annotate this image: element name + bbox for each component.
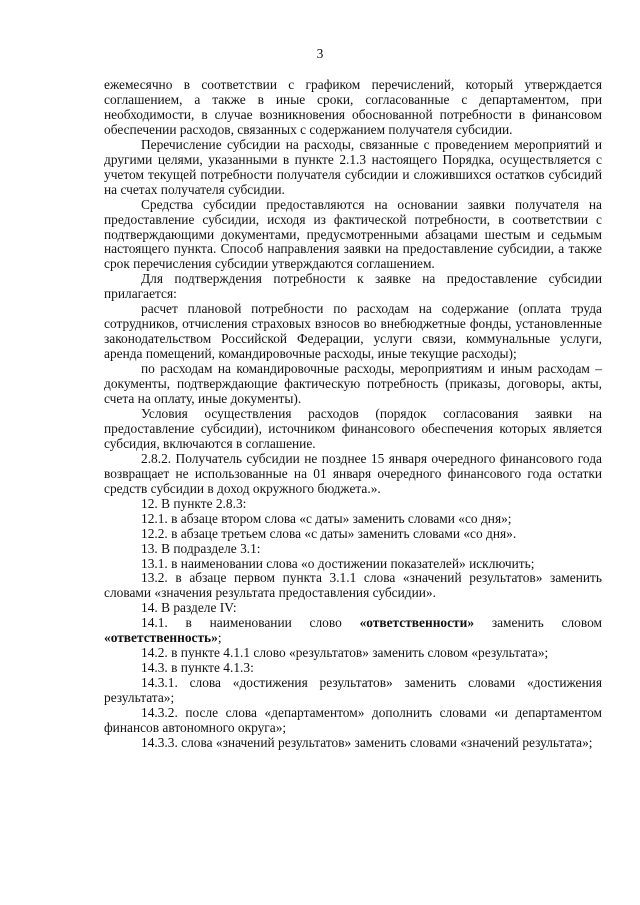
paragraph-2-8-2: 2.8.2. Получатель субсидии не позднее 15 января очередного финансового года возвращает не использованные на 01 января очередного финансового года остатки средств субсидии в доход окружного бюджета.». xyxy=(104,450,602,496)
item-14-1-bold-old: «ответственности» xyxy=(359,615,475,631)
paragraph-item-14-2: 14.2. в пункте 4.1.1 слово «результатов» заменить словом «результата»; xyxy=(141,645,549,661)
paragraph-item-14-3: 14.3. в пункте 4.1.3: xyxy=(141,660,254,676)
paragraph-item-13-2: 13.2. в абзаце первом пункта 3.1.1 слова «значений результатов» заменить словами «значения результата предоставления субсидии». xyxy=(104,570,602,601)
item-14-1-before: 14.1. в наименовании слово xyxy=(141,615,360,631)
paragraph-item-14-3-1: 14.3.1. слова «достижения результатов» заменить словами «достижения результата»; xyxy=(104,675,602,706)
paragraph-item-13: 13. В подразделе 3.1: xyxy=(141,540,261,556)
paragraph-item-12-2: 12.2. в абзаце третьем слова «с даты» заменить словами «со дня». xyxy=(141,525,517,541)
paragraph-continuation: ежемесячно в соответствии с графиком перечислений, который утверждается соглашением, а также в иные сроки, согласованные с департаментом, при необходимости, в случае возникновения обоснованной потребности в финансовом обеспечении расходов, связанных с содержанием получателя субсидии. xyxy=(104,77,602,137)
paragraph-item-14-3-2: 14.3.2. после слова «департаментом» дополнить словами «и департаментом финансов автономного округа»; xyxy=(104,705,602,735)
paragraph-item-14-1 xyxy=(104,616,602,646)
paragraph-item-13-1: 13.1. в наименовании слова «о достижении показателей» исключить; xyxy=(141,555,535,571)
paragraph-confirmation-docs: Для подтверждения потребности к заявке на предоставление субсидии прилагается: xyxy=(104,271,602,302)
document-body xyxy=(104,78,602,751)
paragraph-item-12-1: 12.1. в абзаце втором слова «с даты» заменить словами «со дня»; xyxy=(141,510,512,526)
item-14-1-after: ; xyxy=(217,630,222,646)
paragraph-item-12: 12. В пункте 2.8.3: xyxy=(141,495,247,511)
item-14-1-middle: заменить словом xyxy=(474,615,602,631)
page-number: 3 xyxy=(316,46,324,61)
paragraph-spending-conditions: Условия осуществления расходов (порядок согласования заявки на предоставление субсидии), источником финансового обеспечения которых является субсидия, включаются в соглашение. xyxy=(104,405,602,451)
item-14-1-bold-new: «ответственность» xyxy=(104,630,218,646)
paragraph-transfer-events: Перечисление субсидии на расходы, связанные с проведением мероприятий и другими целями, указанными в пункте 2.1.3 настоящего Порядка, осуществляется с учетом текущей потребности получателя субсидии и сложившихся остатков субсидий на счетах получателя субсидии. xyxy=(104,136,602,197)
paragraph-item-14: 14. В разделе IV: xyxy=(141,600,237,616)
paragraph-travel-costs: по расходам на командировочные расходы, мероприятиям и иным расходам – документы, подтверждающие фактическую потребность (приказы, договоры, акты, счета на оплату, иные документы). xyxy=(104,361,602,407)
paragraph-planned-costs: расчет плановой потребности по расходам на содержание (оплата труда сотрудников, отчисления страховых взносов во внебюджетные фонды, установленные законодательством Российской Федерации, услуги связи, коммунальные услуги, аренда помещений, командировочные расходы, иные текущие расходы); xyxy=(104,301,602,362)
paragraph-subsidy-application: Средства субсидии предоставляются на основании заявки получателя на предоставление субсидии, исходя из фактической потребности, в соответствии с подтверждающими документами, предусмотренными абзацами шестым и седьмым настоящего пункта. Способ направления заявки на предоставление субсидии, а также срок перечисления субсидии утверждаются соглашением. xyxy=(104,196,602,272)
paragraph-item-14-3-3: 14.3.3. слова «значений результатов» заменить словами «значений результата»; xyxy=(141,734,593,750)
